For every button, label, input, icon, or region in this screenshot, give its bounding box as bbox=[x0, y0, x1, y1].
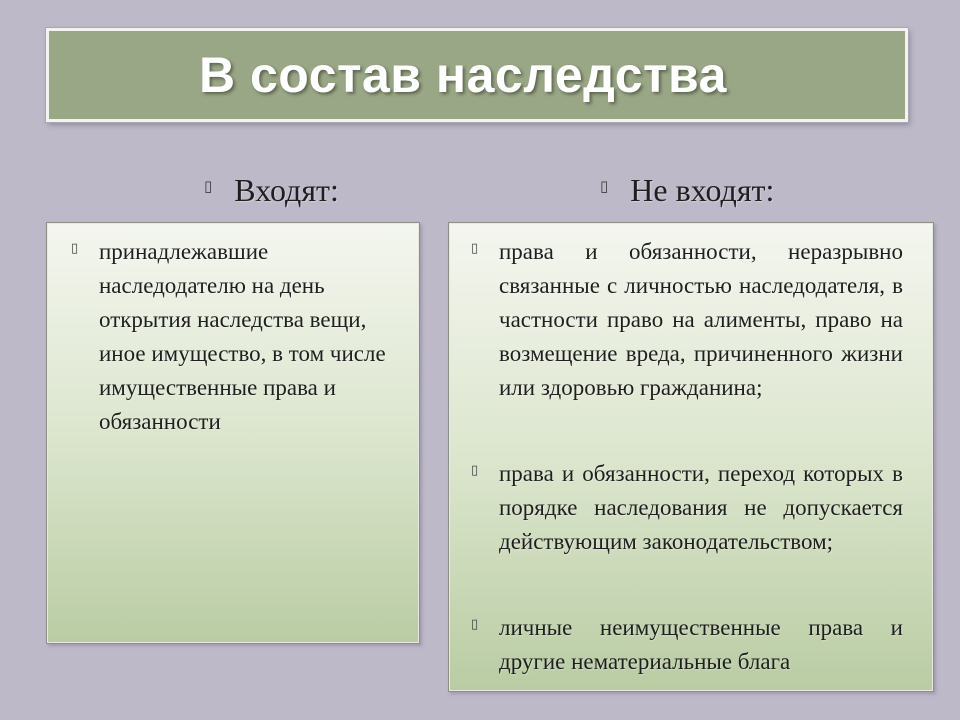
list-item bbox=[71, 235, 411, 439]
excluded-panel bbox=[448, 222, 934, 692]
excluded-header-label: Не входят: bbox=[630, 171, 775, 208]
included-panel bbox=[46, 222, 420, 644]
list-item bbox=[471, 457, 921, 559]
square-bullet-icon: ▯ bbox=[471, 617, 479, 632]
square-bullet-icon: ▯ bbox=[71, 241, 79, 256]
square-bullet-icon: ▯ bbox=[204, 177, 213, 195]
included-header-label: Входят: bbox=[234, 171, 339, 208]
excluded-header bbox=[600, 168, 774, 212]
list-item-text: принадлежавшие наследодателю на день открытия наследства вещи, иное имущество, в том числе имущественные права и обязанности bbox=[99, 239, 386, 434]
square-bullet-icon: ▯ bbox=[600, 177, 609, 195]
list-item-text: права и обязанности, неразрывно связанные с личностью наследодателя, в частности право на алименты, право на возмещение вреда, причиненного жизни или здоровью гражданина; bbox=[499, 239, 903, 400]
list-item-text: права и обязанности, переход которых в порядке наследования не допускается действующим законодательством; bbox=[499, 461, 903, 554]
square-bullet-icon: ▯ bbox=[471, 463, 479, 478]
slide-title: В состав наследства bbox=[199, 47, 727, 103]
list-item-text: личные неимущественные права и другие нематериальные блага bbox=[499, 615, 903, 674]
square-bullet-icon: ▯ bbox=[471, 241, 479, 256]
included-header bbox=[204, 168, 339, 212]
title-box bbox=[46, 28, 908, 122]
list-item bbox=[471, 235, 921, 405]
list-item bbox=[471, 611, 921, 679]
